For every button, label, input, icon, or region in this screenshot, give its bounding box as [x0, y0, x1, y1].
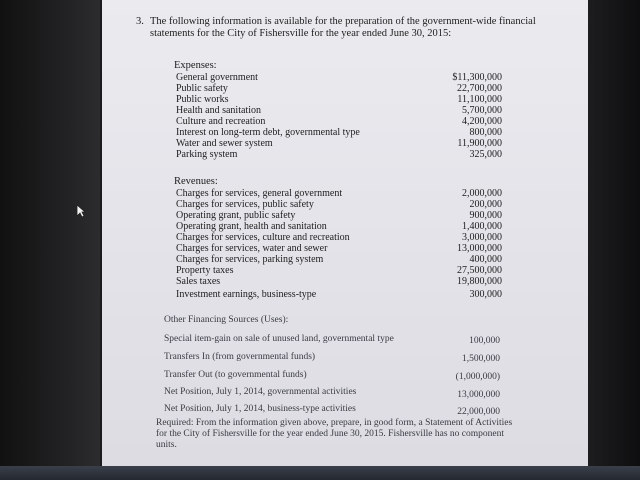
revenue-label: Sales taxes [176, 276, 221, 287]
revenue-label: Operating grant, public safety [176, 210, 296, 221]
other-item-label: Transfers In (from governmental funds) [164, 352, 316, 362]
expense-label: Interest on long-term debt, governmental type [176, 127, 360, 138]
expense-amount: 800,000 [469, 127, 502, 138]
revenue-label: Charges for services, general government [176, 188, 343, 199]
other-item-amount: (1,000,000) [455, 372, 500, 382]
expense-label: General government [176, 72, 258, 83]
expense-label: Public safety [176, 83, 228, 94]
other-item-amount: 13,000,000 [457, 390, 500, 400]
revenue-label: Operating grant, health and sanitation [176, 221, 327, 232]
other-item-label: Transfer Out (to governmental funds) [164, 370, 307, 380]
revenue-label: Charges for services, public safety [176, 199, 314, 210]
other-item-label: Net Position, July 1, 2014, governmental activities [164, 387, 357, 397]
monitor-bezel-left [0, 0, 100, 480]
revenue-amount: 27,500,000 [457, 265, 502, 276]
revenues-heading: Revenues: [174, 176, 218, 187]
other-item-label: Net Position, July 1, 2014, business-type activities [164, 404, 356, 414]
revenue-amount: 400,000 [469, 254, 502, 265]
expense-label: Health and sanitation [176, 105, 261, 116]
question-number: 3. [136, 16, 144, 27]
revenue-amount: 200,000 [469, 199, 502, 210]
revenue-amount: 13,000,000 [457, 243, 502, 254]
required-instructions: Required: From the information given above, prepare, in good form, a Statement of Activities for the City of Fishersville for the year ended June 30, 2015. Fishersville has no component units. [156, 418, 513, 450]
question-text: The following information is available for the preparation of the government-wide financial statements for the City of Fishersville for the year ended June 30, 2015: [150, 16, 536, 39]
other-item-amount: 100,000 [469, 336, 500, 346]
expense-amount: 325,000 [469, 149, 502, 160]
expense-label: Parking system [176, 149, 238, 160]
other-item-amount: 1,500,000 [462, 354, 500, 364]
revenue-amount: 1,400,000 [462, 221, 502, 232]
expense-amount: 11,900,000 [457, 138, 502, 149]
revenue-amount: 19,800,000 [457, 276, 502, 287]
expense-amount: $11,300,000 [452, 72, 502, 83]
revenue-label: Charges for services, parking system [176, 254, 324, 265]
document-page [102, 0, 588, 466]
revenue-label: Property taxes [176, 265, 234, 276]
revenue-amount: 3,000,000 [462, 232, 502, 243]
taskbar-strip [0, 466, 640, 480]
other-item-label: Special item-gain on sale of unused land, governmental type [164, 334, 394, 344]
expense-label: Public works [176, 94, 229, 105]
revenue-amount: 300,000 [469, 289, 502, 300]
mouse-pointer-icon [76, 204, 86, 218]
expense-amount: 5,700,000 [462, 105, 502, 116]
monitor-bezel-right [585, 0, 640, 480]
expense-amount: 22,700,000 [457, 83, 502, 94]
revenue-label: Charges for services, water and sewer [176, 243, 328, 254]
revenue-label: Charges for services, culture and recreation [176, 232, 350, 243]
other-financing-heading: Other Financing Sources (Uses): [164, 315, 289, 325]
revenue-label: Investment earnings, business-type [176, 289, 317, 300]
revenue-amount: 900,000 [469, 210, 502, 221]
expenses-heading: Expenses: [174, 60, 217, 71]
expense-label: Culture and recreation [176, 116, 266, 127]
expense-label: Water and sewer system [176, 138, 273, 149]
revenue-amount: 2,000,000 [462, 188, 502, 199]
expense-amount: 4,200,000 [462, 116, 502, 127]
other-item-amount: 22,000,000 [457, 407, 500, 417]
expense-amount: 11,100,000 [457, 94, 502, 105]
